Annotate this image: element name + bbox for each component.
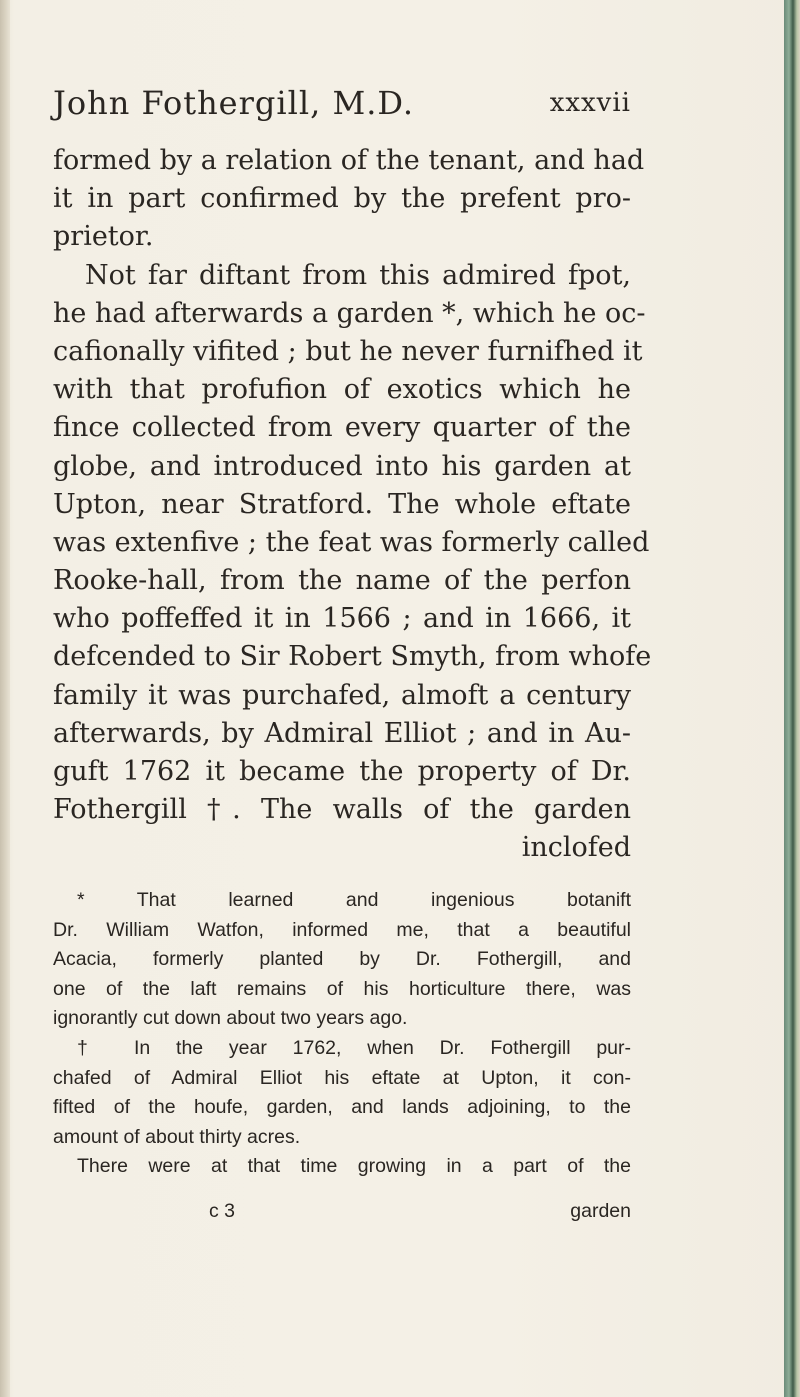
footnote-line: ignorantly cut down about two years ago. [53, 1007, 408, 1030]
running-title: John Fothergill, M.D. [53, 84, 415, 122]
text-line: Rooke-hall, from the name of the perfon [53, 565, 631, 597]
text-line: Fothergill †. The walls of the garden [53, 794, 631, 826]
text-line: he had afterwards a garden *, which he oc- [53, 297, 646, 329]
catchword-line: inclofed [521, 832, 631, 864]
page-footer [53, 1196, 631, 1226]
footnote-line: Acacia, formerly planted by Dr. Fothergill, and [53, 948, 631, 971]
page-edge [784, 0, 800, 1397]
footnote-line: Dr. William Watfon, informed me, that a beautiful [53, 918, 631, 941]
text-line: cafionally vifited ; but he never furnifhed it [53, 335, 643, 367]
text-line: formed by a relation of the tenant, and had [53, 145, 645, 176]
footnote-line: There were at that time growing in a part of the [77, 1155, 631, 1178]
text-line: prietor. [53, 221, 154, 253]
main-text [53, 142, 652, 868]
page-gutter [0, 0, 10, 1397]
footnote-line: fifted of the houfe, garden, and lands adjoining, to the [53, 1096, 631, 1119]
text-line: who poffeffed it in 1566 ; and in 1666, it [53, 603, 631, 635]
text-line: was extenfive ; the feat was formerly called [53, 526, 650, 558]
footnote-line: * That learned and ingenious botanift [77, 889, 631, 911]
text-line: with that profufion of exotics which he [53, 374, 631, 406]
text-line: globe, and introduced into his garden at [53, 450, 631, 482]
footnotes [53, 886, 631, 1182]
footnote-line: † In the year 1762, when Dr. Fothergill pur- [77, 1036, 631, 1059]
signature-mark: c 3 [209, 1200, 236, 1222]
footnote-line: one of the laft remains of his horticulture there, was [53, 977, 631, 1000]
text-line: family it was purchafed, almoft a century [53, 679, 631, 711]
text-line: it in part confirmed by the prefent pro- [53, 183, 631, 215]
text-line: defcended to Sir Robert Smyth, from whofe [53, 641, 652, 673]
running-header [53, 82, 631, 124]
text-line: guft 1762 it became the property of Dr. [53, 756, 631, 787]
text-line: fince collected from every quarter of the [53, 412, 631, 444]
text-line: Not far diftant from this admired fpot, [85, 259, 631, 291]
catchword: garden [570, 1200, 631, 1222]
footnote-line: amount of about thirty acres. [53, 1125, 301, 1148]
text-line: afterwards, by Admiral Elliot ; and in Au- [53, 717, 631, 749]
footnote-line: chafed of Admiral Elliot his eftate at Upton, it con- [53, 1066, 631, 1089]
page-number: xxxvii [549, 88, 631, 118]
text-line: Upton, near Stratford. The whole eftate [53, 488, 631, 520]
